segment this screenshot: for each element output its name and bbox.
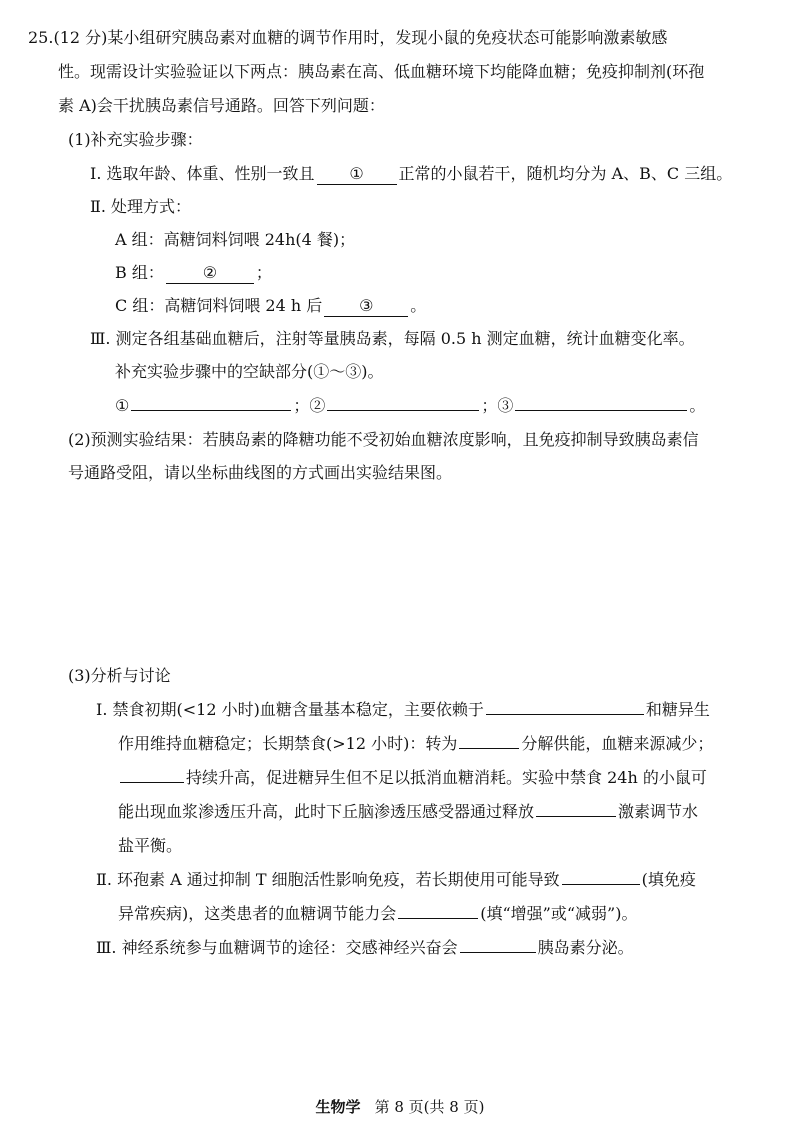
part3-i-line-3: 持续升高，促进糖异生但不足以抵消血糖消耗。实验中禁食 24h 的小鼠可: [118, 766, 707, 790]
part1-step3: Ⅲ. 测定各组基础血糖后，注射等量胰岛素，每隔 0.5 h 测定血糖，统计血糖变化率。: [90, 329, 695, 348]
group-c-treatment: C 组：高糖饲料饲喂 24 h 后 ③ 。: [115, 296, 427, 315]
question-intro-line-3: 素 A)会干扰胰岛素信号通路。回答下列问题：: [58, 96, 385, 115]
group-b-treatment: B 组： ② ；: [115, 263, 272, 282]
fill-prompt: 补充实验步骤中的空缺部分(①～③)。: [115, 362, 384, 381]
part3-ii-line-1: Ⅱ. 环孢素 A 通过抑制 T 细胞活性影响免疫，若长期使用可能导致 (填免疫: [96, 870, 696, 889]
answer-blank-1[interactable]: ①: [317, 164, 397, 185]
part3-i-line-4: 能出现血浆渗透压升高，此时下丘脑渗透压感受器通过释放 激素调节水: [118, 802, 699, 821]
answer-line: ① ；② ；③ 。: [115, 396, 706, 415]
part1-heading: (1)补充实验步骤：: [68, 130, 203, 149]
answer-blank-2[interactable]: ②: [166, 263, 254, 284]
part1-step1: Ⅰ. 选取年龄、体重、性别一致且 ① 正常的小鼠若干，随机均分为 A、B、C 三组。: [90, 164, 733, 183]
part3-i-line-1: Ⅰ. 禁食初期(<12 小时)血糖含量基本稳定，主要依赖于 和糖异生: [96, 700, 710, 719]
answer-field-3i-1[interactable]: [486, 714, 644, 715]
answer-blank-3[interactable]: ③: [324, 296, 408, 317]
answer-field-3i-4[interactable]: [536, 816, 616, 817]
part1-step2-heading: Ⅱ. 处理方式：: [90, 197, 192, 216]
part2-line-2: 号通路受阻，请以坐标曲线图的方式画出实验结果图。: [68, 463, 453, 482]
answer-field-3i-2[interactable]: [459, 748, 519, 749]
part3-heading: (3)分析与讨论: [68, 666, 171, 685]
graph-drawing-area[interactable]: [68, 500, 728, 660]
answer-field-3iii[interactable]: [460, 952, 536, 953]
group-a-treatment: A 组：高糖饲料饲喂 24h(4 餐)；: [115, 230, 356, 249]
subject-name: 生物学: [315, 1098, 361, 1116]
part3-ii-line-2: 异常疾病)，这类患者的血糖调节能力会 (填“增强”或“减弱”)。: [118, 904, 638, 923]
answer-field-1[interactable]: [131, 410, 291, 411]
part3-i-line-2: 作用维持血糖稳定；长期禁食(>12 小时)：转为 分解供能，血糖来源减少；: [118, 734, 714, 753]
question-intro-line-2: 性。现需设计实验验证以下两点：胰岛素在高、低血糖环境下均能降血糖；免疫抑制剂(环孢: [58, 62, 705, 81]
page-number: 第 8 页(共 8 页): [374, 1098, 485, 1116]
part2-line-1: (2)预测实验结果：若胰岛素的降糖功能不受初始血糖浓度影响，且免疫抑制导致胰岛素信: [68, 430, 699, 449]
answer-field-3ii-2[interactable]: [398, 918, 478, 919]
part3-i-line-5: 盐平衡。: [118, 836, 183, 855]
question-intro-line-1: 25.(12 分)某小组研究胰岛素对血糖的调节作用时，发现小鼠的免疫状态可能影响激素敏感: [28, 28, 668, 47]
answer-field-3i-3[interactable]: [120, 782, 184, 783]
answer-field-3[interactable]: [515, 410, 687, 411]
page-footer: [0, 1096, 800, 1117]
question-number: 25.: [28, 28, 54, 47]
part3-iii-line: Ⅲ. 神经系统参与血糖调节的途径：交感神经兴奋会 胰岛素分泌。: [96, 938, 634, 957]
answer-field-2[interactable]: [327, 410, 479, 411]
answer-field-3ii-1[interactable]: [562, 884, 640, 885]
